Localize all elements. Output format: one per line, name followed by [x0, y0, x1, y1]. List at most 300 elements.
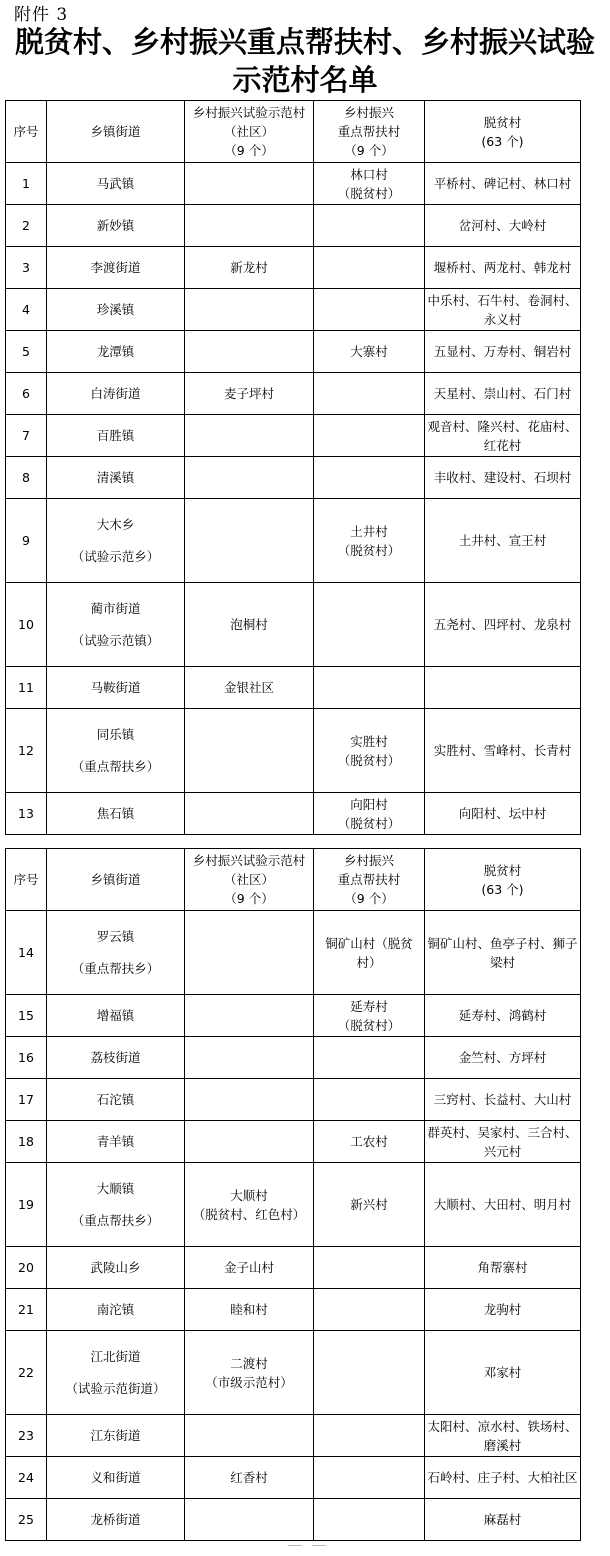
poor-villages: 五显村、万寿村、铜岩村: [433, 344, 572, 359]
cell-demo-village: [185, 911, 314, 995]
demo-village-note: （脱贫村、红色村）: [192, 1206, 306, 1222]
key-village-note: （脱贫村）: [337, 542, 401, 558]
table-row: [6, 499, 581, 583]
cell-poor-villages: [425, 247, 581, 289]
cell-town: [47, 1457, 185, 1499]
village-table-part2: [5, 848, 581, 1541]
cell-demo-village: [185, 415, 314, 457]
poor-villages: 群英村、吴家村、三合村、兴元村: [427, 1124, 578, 1159]
table-row: [6, 1499, 581, 1541]
key-village: 铜矿山村（脱贫村）: [325, 935, 413, 970]
cell-town: [47, 1037, 185, 1079]
table-row: [6, 583, 581, 667]
town-note: （重点帮扶乡）: [71, 1213, 160, 1228]
cell-poor-villages: [425, 331, 581, 373]
cell-key-village: [314, 205, 425, 247]
cell-poor-villages: [425, 1163, 581, 1247]
row-number: 18: [18, 1134, 34, 1149]
town-name: 石沱镇: [96, 1092, 135, 1107]
cell-poor-villages: [425, 1289, 581, 1331]
row-number: 17: [18, 1092, 34, 1107]
town-note: （重点帮扶乡）: [71, 759, 160, 774]
poor-villages: 五尧村、四坪村、龙泉村: [433, 617, 572, 632]
cell-poor-villages: [425, 1499, 581, 1541]
row-number: 24: [18, 1470, 34, 1485]
town-name: 新妙镇: [96, 218, 135, 233]
village-table-part1: [5, 100, 581, 835]
row-number: 19: [18, 1197, 34, 1212]
poor-villages: 三窍村、长益村、大山村: [433, 1092, 572, 1107]
row-number: 21: [18, 1302, 34, 1317]
table-row: [6, 1037, 581, 1079]
cell-town: [47, 1121, 185, 1163]
header-key: [314, 101, 425, 163]
town-note: （重点帮扶乡）: [71, 961, 160, 976]
header-no-label: 序号: [13, 872, 39, 887]
poor-villages: 龙驹村: [483, 1302, 522, 1317]
row-number: 23: [18, 1428, 34, 1443]
cell-key-village: [314, 1079, 425, 1121]
header-key-count: （9 个）: [344, 891, 394, 906]
cell-no: [6, 1037, 47, 1079]
cell-no: [6, 1121, 47, 1163]
cell-no: [6, 1499, 47, 1541]
row-number: 5: [22, 344, 30, 359]
header-key-label: 乡村振兴: [343, 853, 394, 868]
cell-town: [47, 163, 185, 205]
cell-key-village: [314, 1247, 425, 1289]
row-number: 16: [18, 1050, 34, 1065]
header-key-label: 乡村振兴: [343, 105, 394, 120]
page-edge-mark: [312, 1545, 326, 1556]
cell-key-village: [314, 373, 425, 415]
header-no: [6, 101, 47, 163]
town-name: 百胜镇: [96, 428, 135, 443]
cell-town: [47, 373, 185, 415]
demo-village: 金子山村: [223, 1260, 274, 1275]
cell-demo-village: [185, 457, 314, 499]
poor-villages: 向阳村、坛中村: [458, 806, 547, 821]
cell-no: [6, 457, 47, 499]
cell-key-village: [314, 1415, 425, 1457]
cell-town: [47, 793, 185, 835]
town-name: 罗云镇: [96, 929, 135, 944]
demo-village: 红香村: [230, 1470, 268, 1485]
town-note: （试验示范镇）: [71, 633, 160, 648]
cell-town: [47, 415, 185, 457]
town-name: 李渡街道: [90, 260, 141, 275]
cell-poor-villages: [425, 499, 581, 583]
header-key-sub: 重点帮扶村: [337, 872, 401, 887]
cell-no: [6, 415, 47, 457]
header-town-label: 乡镇街道: [90, 872, 141, 887]
cell-town: [47, 1331, 185, 1415]
table-row: [6, 457, 581, 499]
key-village: 向阳村: [350, 796, 388, 812]
town-name: 马武镇: [96, 176, 135, 191]
table-row: [6, 709, 581, 793]
town-name: 南沱镇: [96, 1302, 135, 1317]
row-number: 20: [18, 1260, 34, 1275]
cell-poor-villages: [425, 995, 581, 1037]
cell-demo-village: [185, 1247, 314, 1289]
cell-demo-village: [185, 1499, 314, 1541]
cell-town: [47, 331, 185, 373]
cell-demo-village: [185, 1289, 314, 1331]
header-no-label: 序号: [13, 124, 39, 139]
key-village: 林口村: [350, 166, 388, 182]
header-town: [47, 101, 185, 163]
cell-town: [47, 1247, 185, 1289]
table-row: [6, 1331, 581, 1415]
header-key-count: （9 个）: [344, 143, 394, 158]
row-number: 12: [18, 743, 34, 758]
poor-villages: 角帮寨村: [477, 1260, 528, 1275]
cell-poor-villages: [425, 1079, 581, 1121]
table-row: [6, 373, 581, 415]
header-demo-label: 乡村振兴试验示范村: [192, 853, 306, 868]
header-poor-count: (63 个): [481, 133, 524, 149]
cell-no: [6, 1331, 47, 1415]
header-key-sub: 重点帮扶村: [337, 124, 401, 139]
cell-no: [6, 793, 47, 835]
cell-no: [6, 911, 47, 995]
cell-key-village: [314, 583, 425, 667]
cell-no: [6, 373, 47, 415]
key-village-note: （脱贫村）: [337, 1017, 401, 1033]
header-poor-label: 脱贫村: [483, 862, 522, 878]
header-town: [47, 849, 185, 911]
key-village-note: （脱贫村）: [337, 185, 401, 201]
key-village: 大寨村: [350, 344, 388, 359]
cell-town: [47, 1499, 185, 1541]
cell-demo-village: [185, 1079, 314, 1121]
town-name: 江东街道: [90, 1428, 141, 1443]
cell-demo-village: [185, 1415, 314, 1457]
poor-villages: 土井村、宣王村: [458, 533, 547, 548]
row-number: 4: [22, 302, 30, 317]
table-row: [6, 205, 581, 247]
row-number: 22: [18, 1365, 34, 1380]
table-row: [6, 163, 581, 205]
cell-town: [47, 1079, 185, 1121]
cell-demo-village: [185, 793, 314, 835]
page-edge-mark: [288, 1545, 302, 1556]
poor-villages: 丰收村、建设村、石坝村: [433, 470, 572, 485]
cell-town: [47, 289, 185, 331]
cell-no: [6, 1247, 47, 1289]
table-row: [6, 1289, 581, 1331]
annex-label: 附件 3: [14, 5, 69, 25]
table-row: [6, 1415, 581, 1457]
cell-no: [6, 289, 47, 331]
cell-poor-villages: [425, 205, 581, 247]
poor-villages: 延寿村、鸿鹤村: [458, 1008, 547, 1023]
table-row: [6, 1079, 581, 1121]
town-name: 白涛街道: [90, 386, 141, 401]
cell-poor-villages: [425, 1331, 581, 1415]
table-row: [6, 995, 581, 1037]
cell-key-village: [314, 793, 425, 835]
table-header-row: [6, 849, 581, 911]
cell-key-village: [314, 163, 425, 205]
town-note: （试验示范街道）: [65, 1381, 166, 1396]
town-name: 珍溪镇: [96, 302, 135, 317]
town-name: 同乐镇: [96, 727, 135, 742]
header-poor-count: (63 个): [481, 881, 524, 897]
cell-poor-villages: [425, 373, 581, 415]
key-village: 新兴村: [350, 1197, 388, 1212]
town-name: 龙桥街道: [90, 1512, 141, 1527]
cell-key-village: [314, 911, 425, 995]
row-number: 10: [18, 617, 34, 632]
row-number: 15: [18, 1008, 34, 1023]
row-number: 7: [22, 428, 30, 443]
town-name: 义和街道: [90, 1470, 141, 1485]
cell-demo-village: [185, 995, 314, 1037]
header-demo-sub: （社区）: [223, 872, 274, 887]
cell-poor-villages: [425, 415, 581, 457]
town-name: 蔺市街道: [90, 601, 141, 616]
cell-poor-villages: [425, 1037, 581, 1079]
row-number: 8: [22, 470, 30, 485]
cell-no: [6, 1457, 47, 1499]
town-name: 青羊镇: [96, 1134, 135, 1149]
cell-demo-village: [185, 1331, 314, 1415]
cell-demo-village: [185, 1457, 314, 1499]
header-poor: [425, 101, 581, 163]
poor-villages: 观音村、隆兴村、花庙村、红花村: [427, 418, 578, 453]
cell-poor-villages: [425, 163, 581, 205]
cell-key-village: [314, 1163, 425, 1247]
demo-village-note: （市级示范村）: [205, 1374, 293, 1390]
row-number: 11: [18, 680, 34, 695]
poor-villages: 邓家村: [483, 1365, 522, 1380]
cell-town: [47, 1163, 185, 1247]
cell-no: [6, 205, 47, 247]
demo-village: 大顺村: [230, 1187, 268, 1203]
cell-no: [6, 499, 47, 583]
cell-no: [6, 709, 47, 793]
cell-no: [6, 247, 47, 289]
cell-demo-village: [185, 499, 314, 583]
cell-demo-village: [185, 289, 314, 331]
header-town-label: 乡镇街道: [90, 124, 141, 139]
cell-town: [47, 709, 185, 793]
header-demo-count: （9 个）: [224, 891, 274, 906]
town-name: 龙潭镇: [96, 344, 135, 359]
cell-no: [6, 583, 47, 667]
cell-poor-villages: [425, 793, 581, 835]
row-number: 14: [18, 945, 34, 960]
town-note: （试验示范乡）: [71, 549, 160, 564]
cell-poor-villages: [425, 1457, 581, 1499]
cell-poor-villages: [425, 1121, 581, 1163]
demo-village: 麦子坪村: [223, 386, 274, 401]
cell-no: [6, 1289, 47, 1331]
key-village: 工农村: [350, 1134, 388, 1149]
cell-key-village: [314, 709, 425, 793]
key-village: 土井村: [350, 523, 388, 539]
cell-demo-village: [185, 331, 314, 373]
town-name: 武陵山乡: [90, 1260, 141, 1275]
poor-villages: 麻磊村: [483, 1512, 522, 1527]
page-title-line1: 脱贫村、乡村振兴重点帮扶村、乡村振兴试验: [14, 25, 595, 59]
table-row: [6, 667, 581, 709]
key-village-note: （脱贫村）: [337, 815, 401, 831]
row-number: 2: [22, 218, 30, 233]
cell-demo-village: [185, 583, 314, 667]
cell-town: [47, 247, 185, 289]
town-name: 江北街道: [90, 1349, 141, 1364]
row-number: 9: [22, 533, 30, 548]
demo-village: 睦和村: [230, 1302, 268, 1317]
table-row: [6, 415, 581, 457]
cell-demo-village: [185, 247, 314, 289]
header-demo-label: 乡村振兴试验示范村: [192, 105, 306, 120]
cell-key-village: [314, 1331, 425, 1415]
spacer: [49, 618, 182, 631]
cell-town: [47, 457, 185, 499]
cell-key-village: [314, 1289, 425, 1331]
cell-no: [6, 667, 47, 709]
row-number: 6: [22, 386, 30, 401]
cell-no: [6, 1163, 47, 1247]
header-demo: [185, 849, 314, 911]
cell-demo-village: [185, 205, 314, 247]
table-row: [6, 1121, 581, 1163]
poor-villages: 平桥村、碑记村、林口村: [433, 176, 572, 191]
cell-key-village: [314, 247, 425, 289]
table-row: [6, 289, 581, 331]
poor-villages: 实胜村、雪峰村、长青村: [433, 743, 572, 758]
header-demo-count: （9 个）: [224, 143, 274, 158]
cell-demo-village: [185, 1037, 314, 1079]
poor-villages: 铜矿山村、鱼亭子村、狮子梁村: [427, 935, 578, 970]
spacer: [49, 1198, 182, 1211]
town-name: 大顺镇: [96, 1181, 135, 1196]
town-name: 清溪镇: [96, 470, 135, 485]
town-name: 大木乡: [96, 517, 135, 532]
cell-key-village: [314, 457, 425, 499]
header-demo: [185, 101, 314, 163]
cell-town: [47, 911, 185, 995]
cell-key-village: [314, 1457, 425, 1499]
key-village: 实胜村: [350, 733, 388, 749]
cell-no: [6, 995, 47, 1037]
town-name: 荔枝街道: [90, 1050, 141, 1065]
spacer: [49, 946, 182, 959]
cell-key-village: [314, 499, 425, 583]
row-number: 25: [18, 1512, 34, 1527]
table-row: [6, 911, 581, 995]
poor-villages: 大顺村、大田村、明月村: [433, 1197, 572, 1212]
poor-villages: 中乐村、石牛村、卷洞村、永义村: [427, 292, 578, 327]
row-number: 3: [22, 260, 30, 275]
table-row: [6, 793, 581, 835]
cell-no: [6, 163, 47, 205]
cell-town: [47, 499, 185, 583]
cell-poor-villages: [425, 1247, 581, 1289]
demo-village: 金银社区: [223, 680, 274, 695]
poor-villages: 石岭村、庄子村、大柏社区: [427, 1470, 578, 1485]
row-number: 13: [18, 806, 34, 821]
header-key: [314, 849, 425, 911]
cell-town: [47, 1289, 185, 1331]
cell-demo-village: [185, 163, 314, 205]
cell-no: [6, 1079, 47, 1121]
cell-key-village: [314, 667, 425, 709]
cell-key-village: [314, 1499, 425, 1541]
spacer: [49, 534, 182, 547]
row-number: 1: [22, 176, 30, 191]
cell-town: [47, 583, 185, 667]
cell-poor-villages: [425, 583, 581, 667]
key-village: 延寿村: [350, 998, 388, 1014]
cell-poor-villages: [425, 289, 581, 331]
cell-demo-village: [185, 1163, 314, 1247]
table-row: [6, 331, 581, 373]
table-row: [6, 1247, 581, 1289]
table-row: [6, 1457, 581, 1499]
cell-no: [6, 331, 47, 373]
poor-villages: 堰桥村、两龙村、韩龙村: [433, 260, 572, 275]
cell-poor-villages: [425, 709, 581, 793]
poor-villages: 天星村、崇山村、石门村: [433, 386, 572, 401]
town-name: 马鞍街道: [90, 680, 141, 695]
poor-villages: 岔河村、大岭村: [458, 218, 547, 233]
spacer: [49, 744, 182, 757]
cell-key-village: [314, 331, 425, 373]
cell-poor-villages: [425, 1415, 581, 1457]
header-poor: [425, 849, 581, 911]
header-poor-label: 脱贫村: [483, 114, 522, 130]
cell-demo-village: [185, 1121, 314, 1163]
cell-poor-villages: [425, 911, 581, 995]
cell-town: [47, 205, 185, 247]
key-village-note: （脱贫村）: [337, 752, 401, 768]
spacer: [49, 1366, 182, 1379]
poor-villages: 金竺村、方坪村: [458, 1050, 547, 1065]
cell-demo-village: [185, 709, 314, 793]
demo-village: 泡桐村: [230, 617, 268, 632]
cell-key-village: [314, 289, 425, 331]
cell-key-village: [314, 415, 425, 457]
cell-key-village: [314, 1037, 425, 1079]
header-no: [6, 849, 47, 911]
page-title-line2: 示范村名单: [232, 63, 378, 97]
cell-town: [47, 1415, 185, 1457]
cell-poor-villages: [425, 457, 581, 499]
table-row: [6, 247, 581, 289]
cell-no: [6, 1415, 47, 1457]
cell-town: [47, 667, 185, 709]
cell-key-village: [314, 995, 425, 1037]
poor-villages: 太阳村、凉水村、铁场村、磨溪村: [427, 1418, 578, 1453]
table-row: [6, 1163, 581, 1247]
cell-demo-village: [185, 373, 314, 415]
demo-village: 二渡村: [230, 1355, 268, 1371]
cell-key-village: [314, 1121, 425, 1163]
cell-demo-village: [185, 667, 314, 709]
table-header-row: [6, 101, 581, 163]
cell-town: [47, 995, 185, 1037]
town-name: 焦石镇: [96, 806, 135, 821]
town-name: 增福镇: [96, 1008, 135, 1023]
demo-village: 新龙村: [230, 260, 268, 275]
cell-poor-villages: [425, 667, 581, 709]
header-demo-sub: （社区）: [223, 124, 274, 139]
